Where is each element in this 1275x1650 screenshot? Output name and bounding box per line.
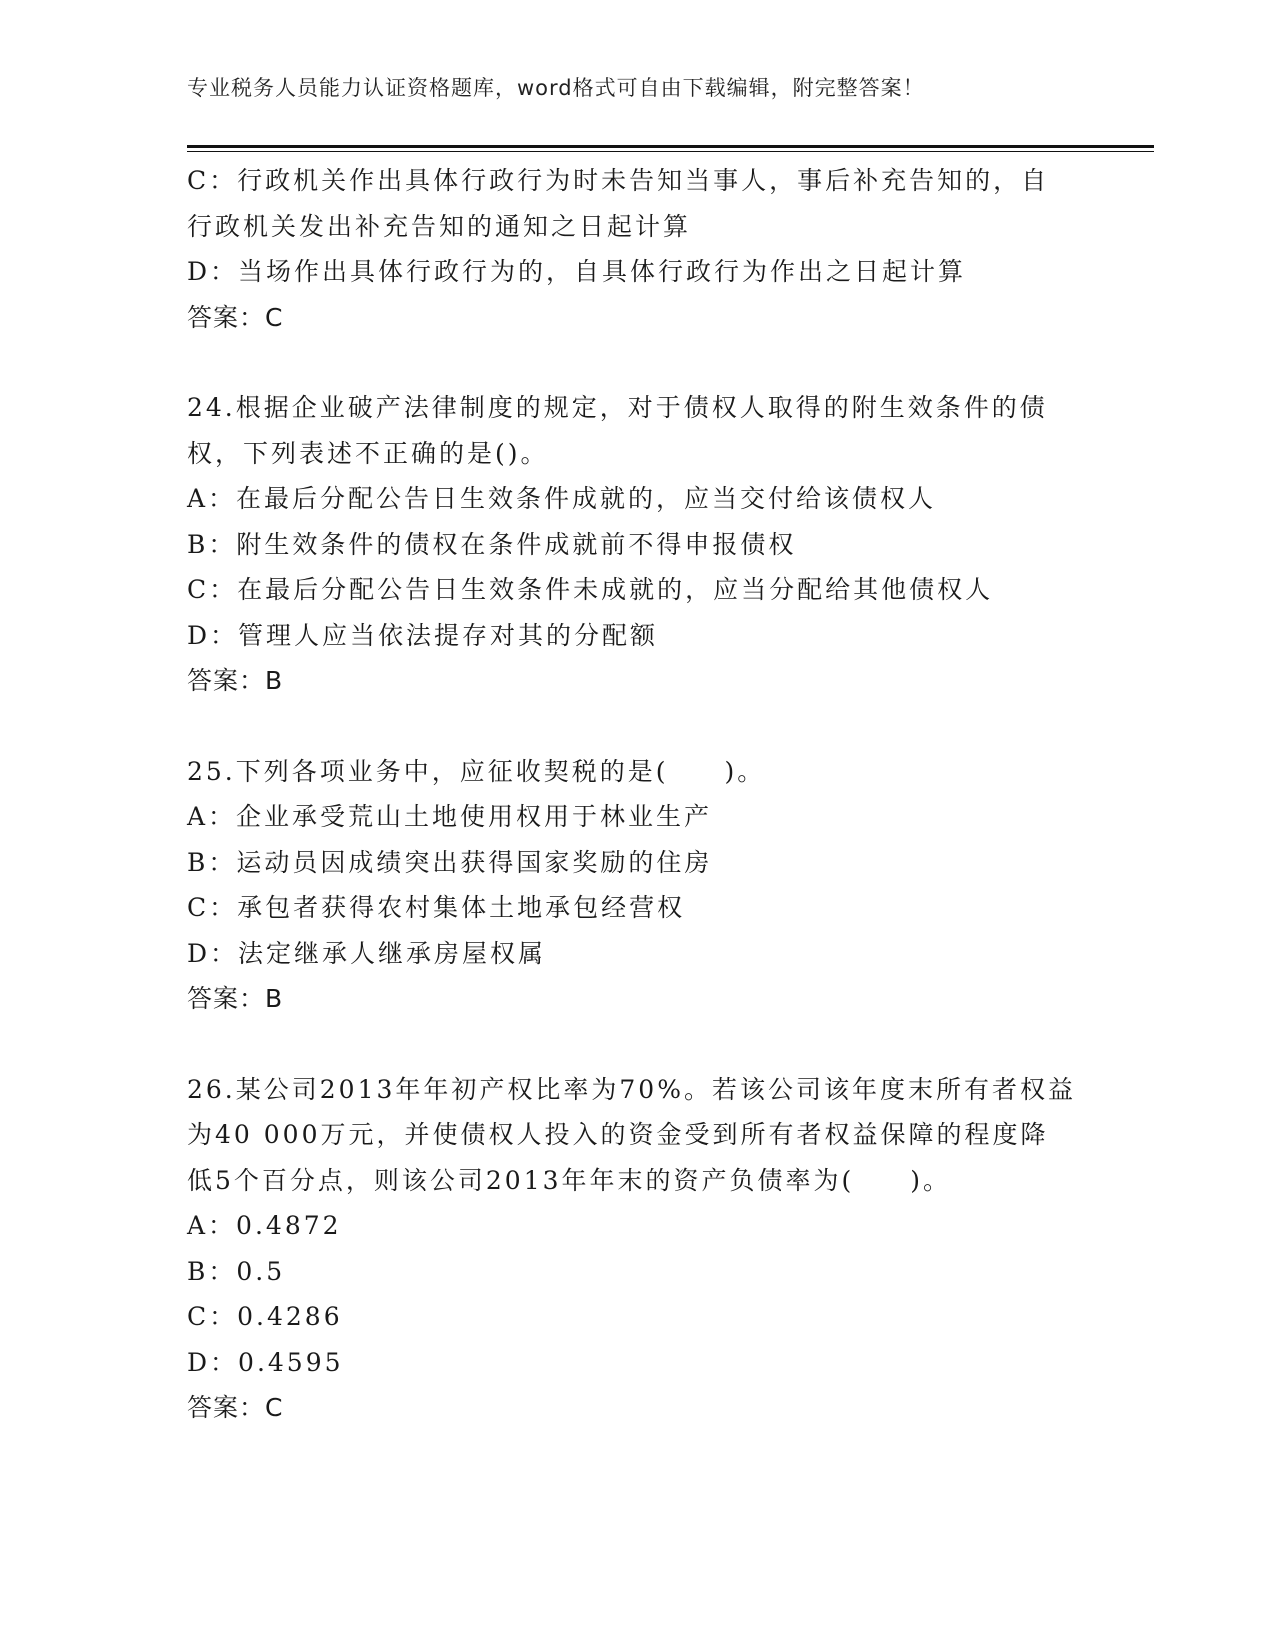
option-d: D：0.4595 [187, 1347, 344, 1377]
answer: 答案：B [187, 666, 284, 695]
header-rule-thin [187, 151, 1154, 152]
answer: 答案：C [187, 1393, 284, 1422]
question-stem-line2: 权，下列表述不正确的是()。 [187, 438, 549, 468]
question-26 [187, 1067, 1087, 1431]
question-stem-line2: 为40 000万元，并使债权人投入的资金受到所有者权益保障的程度降 [187, 1120, 1049, 1149]
answer: 答案：C [187, 302, 284, 332]
option-b: B：附生效条件的债权在条件成就前不得申报债权 [187, 529, 797, 559]
question-content [187, 158, 1087, 1431]
option-a: A：在最后分配公告日生效条件成就的，应当交付给该债权人 [187, 484, 937, 513]
question-stem: 25.下列各项业务中，应征收契税的是( )。 [187, 756, 766, 786]
question-stem-line1: 26.某公司2013年年初产权比率为70%。若该公司该年度末所有者权益 [187, 1074, 1076, 1104]
previous-question-tail [187, 158, 1087, 340]
option-c-line1: C：行政机关作出具体行政行为时未告知当事人，事后补充告知的，自 [187, 166, 1050, 195]
question-stem-line3: 低5个百分点，则该公司2013年年末的资产负债率为( )。 [187, 1165, 952, 1195]
spacer [187, 1022, 1087, 1067]
question-24 [187, 385, 1087, 704]
option-c: C：承包者获得农村集体土地承包经营权 [187, 893, 686, 922]
option-c: C：在最后分配公告日生效条件未成就的，应当分配给其他债权人 [187, 575, 994, 604]
option-c-line2: 行政机关发出补充告知的通知之日起计算 [187, 211, 692, 241]
spacer [187, 704, 1087, 749]
question-25 [187, 749, 1087, 1022]
page-header: 专业税务人员能力认证资格题库，word格式可自由下载编辑，附完整答案！ [187, 76, 925, 100]
option-a: A：0.4872 [187, 1211, 342, 1240]
option-d: D：当场作出具体行政行为的，自具体行政行为作出之日起计算 [187, 257, 967, 286]
option-b: B：0.5 [187, 1256, 286, 1286]
spacer [187, 340, 1087, 385]
header-rule-thick [187, 145, 1154, 148]
answer: 答案：B [187, 984, 284, 1013]
option-b: B：运动员因成绩突出获得国家奖励的住房 [187, 847, 713, 877]
question-stem-line1: 24.根据企业破产法律制度的规定，对于债权人取得的附生效条件的债 [187, 393, 1048, 422]
option-a: A：企业承受荒山土地使用权用于林业生产 [187, 802, 713, 831]
option-d: D：管理人应当依法提存对其的分配额 [187, 620, 659, 650]
option-c: C：0.4286 [187, 1302, 343, 1331]
option-d: D：法定继承人继承房屋权属 [187, 938, 547, 968]
